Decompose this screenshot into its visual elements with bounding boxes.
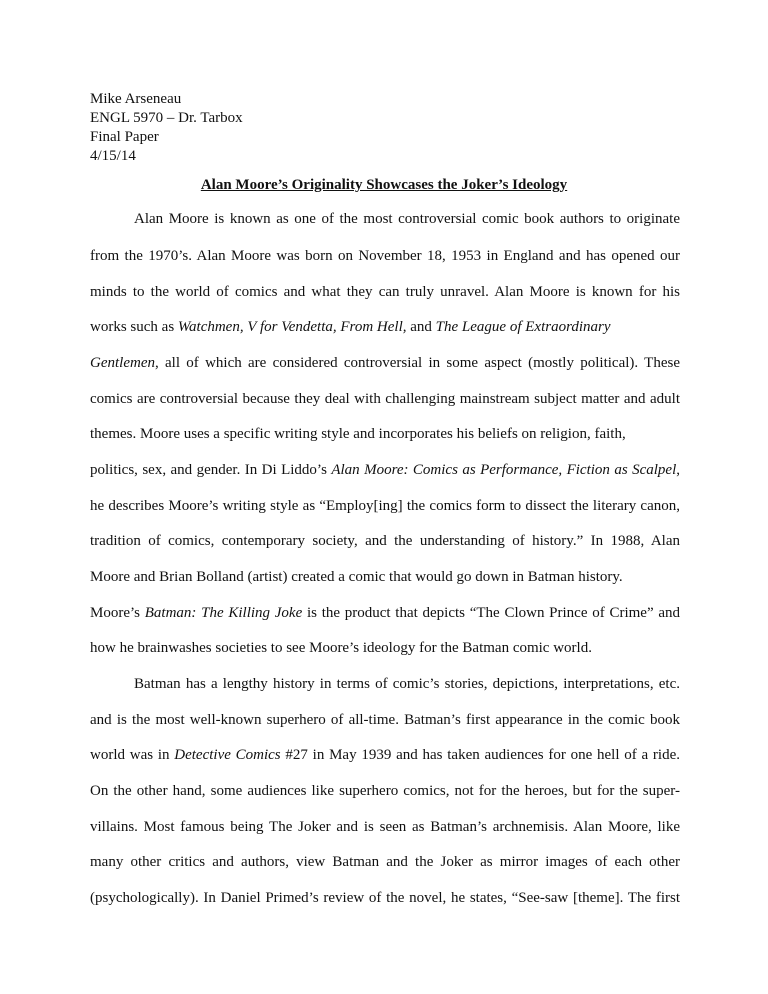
body-line: and is the most well-known superhero of all-time. Batman’s first appearance in the comic book xyxy=(90,712,680,728)
body-line: Batman has a lengthy history in terms of comic’s stories, depictions, interpretations, etc. xyxy=(134,676,680,692)
body-line: On the other hand, some audiences like superhero comics, not for the heroes, but for the super- xyxy=(90,783,680,799)
body-line: Moore and Brian Bolland (artist) created a comic that would go down in Batman history. xyxy=(90,569,623,585)
body-line: tradition of comics, contemporary society, and the understanding of history.” In 1988, Alan xyxy=(90,533,680,549)
body-line: politics, sex, and gender. In Di Liddo’s Alan Moore: Comics as Performance, Fiction as Scalpel, xyxy=(90,462,680,478)
body-line: minds to the world of comics and what they can truly unravel. Alan Moore is known for his xyxy=(90,284,680,300)
body-line: (psychologically). In Daniel Primed’s review of the novel, he states, “See-saw [theme]. The first xyxy=(90,890,680,906)
course-line: ENGL 5970 – Dr. Tarbox xyxy=(90,110,243,126)
body-line: comics are controversial because they deal with challenging mainstream subject matter and adult xyxy=(90,391,680,407)
body-line: Moore’s Batman: The Killing Joke is the product that depicts “The Clown Prince of Crime” and xyxy=(90,605,680,621)
body-line: Alan Moore is known as one of the most controversial comic book authors to originate xyxy=(134,211,680,227)
body-line: works such as Watchmen, V for Vendetta, From Hell, and The League of Extraordinary xyxy=(90,319,611,335)
body-line: he describes Moore’s writing style as “Employ[ing] the comics form to dissect the literary canon, xyxy=(90,498,680,514)
body-line: world was in Detective Comics #27 in May 1939 and has taken audiences for one hell of a ride. xyxy=(90,747,681,763)
body-line: how he brainwashes societies to see Moore’s ideology for the Batman comic world. xyxy=(90,640,592,656)
body-line: many other critics and authors, view Batman and the Joker as mirror images of each other xyxy=(90,854,680,870)
paper-title-text: Alan Moore’s Originality Showcases the Joker’s Ideology xyxy=(200,177,568,193)
paper-header xyxy=(90,90,243,166)
assignment-line: Final Paper xyxy=(90,129,159,145)
author-name: Mike Arseneau xyxy=(90,91,182,107)
body-line: Gentlemen, all of which are considered controversial in some aspect (mostly political). These xyxy=(90,355,680,371)
body-line: from the 1970’s. Alan Moore was born on November 18, 1953 in England and has opened our xyxy=(90,248,680,264)
paper-title xyxy=(0,177,768,194)
date-line: 4/15/14 xyxy=(90,148,136,164)
body-line: themes. Moore uses a specific writing style and incorporates his beliefs on religion, faith, xyxy=(90,426,626,442)
body-line: villains. Most famous being The Joker and is seen as Batman’s archnemisis. Alan Moore, like xyxy=(90,819,680,835)
